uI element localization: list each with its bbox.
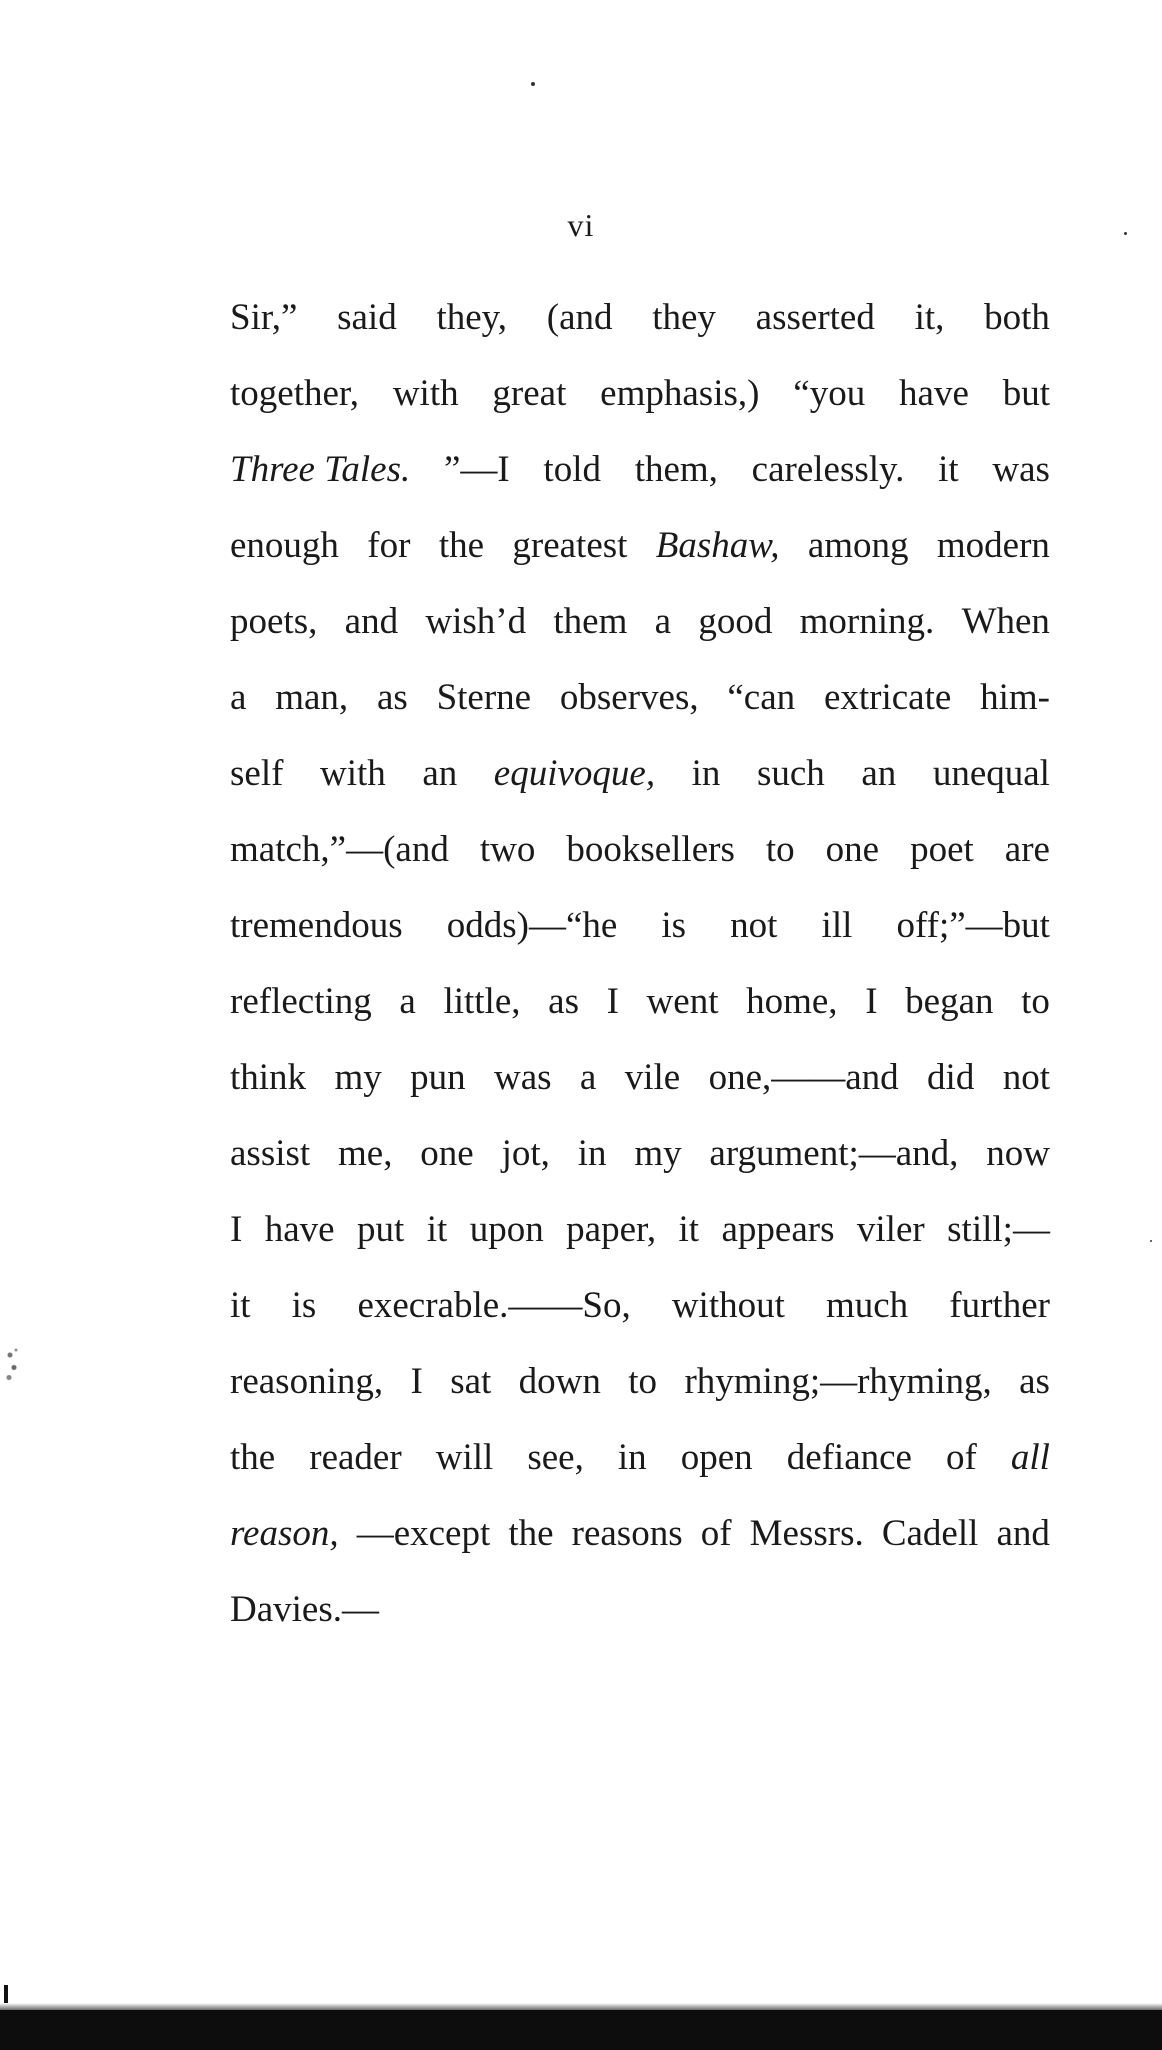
- word: for: [367, 525, 411, 566]
- word: my: [334, 1057, 382, 1098]
- word: as: [376, 677, 408, 718]
- word: I: [865, 981, 878, 1022]
- word: is: [661, 905, 687, 946]
- text-line: [230, 888, 1050, 964]
- text-line: [230, 1344, 1050, 1420]
- word: it: [230, 1285, 251, 1326]
- word: them: [553, 601, 628, 642]
- word: him-: [980, 677, 1050, 718]
- word: is: [291, 1285, 317, 1326]
- word: such: [756, 753, 825, 794]
- word: think: [230, 1057, 307, 1098]
- word: much: [825, 1285, 909, 1326]
- ink-speck: [1150, 1240, 1152, 1242]
- page-number: vi: [567, 207, 595, 243]
- word: equivoque,: [493, 753, 656, 794]
- word: poets,: [230, 601, 318, 642]
- word: all: [1010, 1437, 1050, 1478]
- word: execrable.——So,: [357, 1285, 631, 1326]
- word: my: [634, 1133, 682, 1174]
- word: When: [961, 601, 1050, 642]
- word: with: [319, 753, 386, 794]
- word: I: [606, 981, 619, 1022]
- word: little,: [443, 981, 521, 1022]
- word: as: [1019, 1361, 1050, 1402]
- word: have: [264, 1209, 335, 1250]
- word: modern: [936, 525, 1050, 566]
- text-line: [230, 1040, 1050, 1116]
- word: was: [493, 1057, 552, 1098]
- word: open: [680, 1437, 753, 1478]
- word: pun: [410, 1057, 466, 1098]
- word: see,: [527, 1437, 584, 1478]
- word: reasoning,: [230, 1361, 384, 1402]
- word: now: [986, 1133, 1050, 1174]
- word: Sterne: [436, 677, 532, 718]
- text-line: [230, 584, 1050, 660]
- word: told: [543, 449, 601, 490]
- word: booksellers: [566, 829, 735, 870]
- word: reasons: [571, 1513, 683, 1554]
- word: they: [652, 297, 716, 338]
- word: but: [1002, 373, 1050, 414]
- word: I: [230, 1209, 243, 1250]
- word: they,: [436, 297, 508, 338]
- word: morning.: [799, 601, 935, 642]
- word: enough: [230, 525, 339, 566]
- word: it: [426, 1209, 448, 1250]
- text-line: [230, 736, 1050, 812]
- word: the: [508, 1513, 554, 1554]
- word: vile: [624, 1057, 681, 1098]
- text-line: [230, 964, 1050, 1040]
- word: went: [646, 981, 719, 1022]
- word: home,: [746, 981, 838, 1022]
- ink-speck: [531, 82, 535, 86]
- text-line: [230, 1192, 1050, 1268]
- word: in: [617, 1437, 647, 1478]
- word: observes,: [559, 677, 699, 718]
- word: self: [230, 753, 284, 794]
- word: both: [984, 297, 1050, 338]
- page-bottom-edge: [0, 2010, 1162, 2050]
- text-line: [230, 812, 1050, 888]
- word: to: [765, 829, 795, 870]
- word: “can: [727, 677, 796, 718]
- word: argument;—and,: [709, 1133, 959, 1174]
- word: a: [230, 677, 247, 718]
- word: it,: [914, 297, 945, 338]
- word: an: [861, 753, 897, 794]
- word: put: [357, 1209, 405, 1250]
- word: with: [392, 373, 459, 414]
- word: of: [946, 1437, 977, 1478]
- word: Sir,”: [230, 297, 298, 338]
- word: one: [420, 1133, 474, 1174]
- word: odds)—“he: [446, 905, 618, 946]
- word: in: [691, 753, 721, 794]
- word: began: [905, 981, 994, 1022]
- word: not: [730, 905, 778, 946]
- word: tremendous: [230, 905, 403, 946]
- word: paper,: [566, 1209, 657, 1250]
- text-line: [230, 280, 1050, 356]
- word: a: [399, 981, 416, 1022]
- word: to: [1021, 981, 1050, 1022]
- word: carelessly.: [751, 449, 905, 490]
- word: sat: [450, 1361, 492, 1402]
- word: an: [422, 753, 458, 794]
- text-line: [230, 1268, 1050, 1344]
- word: (and: [546, 297, 613, 338]
- word: extricate: [823, 677, 952, 718]
- word: appears: [721, 1209, 835, 1250]
- word: great: [492, 373, 567, 414]
- word: have: [899, 373, 969, 414]
- text-line: [230, 660, 1050, 736]
- word: emphasis,): [600, 373, 760, 414]
- word: asserted: [755, 297, 875, 338]
- word: reason,: [230, 1513, 339, 1554]
- word: the: [438, 525, 485, 566]
- word: a: [579, 1057, 597, 1098]
- word: one,——and: [708, 1057, 899, 1098]
- word: said: [337, 297, 397, 338]
- word: together,: [230, 373, 359, 414]
- word: greatest: [512, 525, 628, 566]
- word: the: [230, 1437, 276, 1478]
- word: —except: [356, 1513, 491, 1554]
- word: a: [654, 601, 672, 642]
- word: without: [671, 1285, 785, 1326]
- word: Three Tales.: [230, 449, 411, 490]
- word: jot,: [501, 1133, 550, 1174]
- text-line: [230, 508, 1050, 584]
- text-line: [230, 1572, 1050, 1648]
- word: among: [807, 525, 909, 566]
- word: viler: [856, 1209, 925, 1250]
- text-line: [230, 1496, 1050, 1572]
- word: did: [927, 1057, 975, 1098]
- word: still;—: [947, 1209, 1050, 1250]
- word: and: [996, 1513, 1050, 1554]
- word: it: [938, 449, 959, 490]
- word: it: [678, 1209, 700, 1250]
- text-line: [230, 432, 1050, 508]
- text-line: [230, 1116, 1050, 1192]
- word: upon: [469, 1209, 544, 1250]
- word: rhyming;—rhyming,: [684, 1361, 992, 1402]
- word: assist: [230, 1133, 311, 1174]
- word: unequal: [932, 753, 1050, 794]
- word: ill: [821, 905, 853, 946]
- text-line: [230, 1420, 1050, 1496]
- word: was: [992, 449, 1050, 490]
- word: Messrs.: [749, 1513, 864, 1554]
- word: “you: [793, 373, 866, 414]
- word: reflecting: [230, 981, 372, 1022]
- word: Cadell: [881, 1513, 979, 1554]
- word: Bashaw,: [655, 525, 780, 566]
- word: further: [949, 1285, 1050, 1326]
- word: match,”—(and: [230, 829, 449, 870]
- word: are: [1004, 829, 1050, 870]
- word: them,: [634, 449, 718, 490]
- word: man,: [275, 677, 349, 718]
- word: will: [435, 1437, 494, 1478]
- word: I: [410, 1361, 423, 1402]
- word: not: [1002, 1057, 1050, 1098]
- margin-smudge: [2, 1340, 22, 1390]
- word: and: [344, 601, 399, 642]
- word: down: [518, 1361, 601, 1402]
- word: one: [825, 829, 880, 870]
- word: Davies.—: [230, 1589, 379, 1630]
- word: of: [700, 1513, 732, 1554]
- word: me,: [338, 1133, 393, 1174]
- word: off;”—but: [896, 905, 1050, 946]
- word: to: [628, 1361, 658, 1402]
- word: poet: [910, 829, 974, 870]
- word: as: [548, 981, 579, 1022]
- word: good: [698, 601, 773, 642]
- word: wish’d: [425, 601, 527, 642]
- word: two: [479, 829, 536, 870]
- word: reader: [309, 1437, 402, 1478]
- body-text: [230, 280, 1050, 1648]
- word: defiance: [786, 1437, 912, 1478]
- word: in: [577, 1133, 607, 1174]
- word: ”—I: [443, 449, 510, 490]
- text-line: [230, 356, 1050, 432]
